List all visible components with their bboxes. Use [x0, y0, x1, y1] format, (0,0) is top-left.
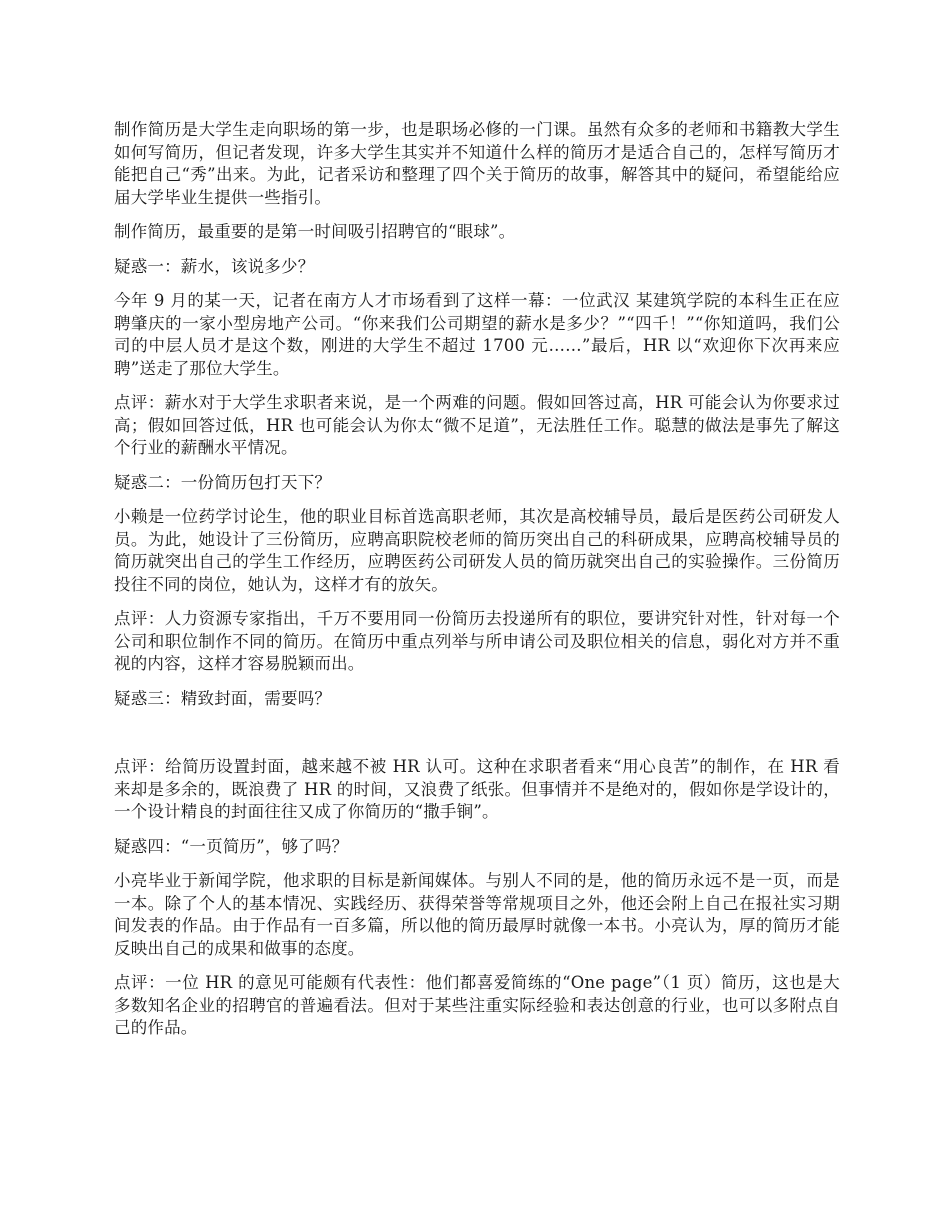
- blank-gap: [114, 722, 840, 756]
- question-heading-4: 疑惑四：“一页简历”，够了吗？: [114, 836, 349, 856]
- intro-summary: 制作简历，最重要的是第一时间吸引招聘官的“眼球”。: [114, 222, 516, 241]
- comment-paragraph-1: 点评：薪水对于大学生求职者来说，是一个两难的问题。假如回答过高，HR 可能会认为你要求过高；假如回答过低，HR 也可能会认为你太“微不足道”，无法胜任工作。聪慧的做法是事先了解这个行业的薪酬水平情况。: [114, 393, 840, 457]
- question-heading-1: 疑惑一：薪水，该说多少？: [114, 256, 315, 276]
- question-heading-3: 疑惑三：精致封面，需要吗？: [114, 688, 332, 708]
- intro-paragraph: 制作简历是大学生走向职场的第一步，也是职场必修的一门课。虽然有众多的老师和书籍教大学生如何写简历，但记者发现，许多大学生其实并不知道什么样的简历才是适合自己的，怎样写简历才能把自己“秀”出来。为此，记者采访和整理了四个关于简历的故事，解答其中的疑问，希望能给应届大学毕业生提供一些指引。: [114, 120, 840, 207]
- comment-paragraph-2: 点评：人力资源专家指出，千万不要用同一份简历去投递所有的职位，要讲究针对性，针对每一个公司和职位制作不同的简历。在简历中重点列举与所申请公司及职位相关的信息，弱化对方并不重视的内容，这样才容易脱颖而出。: [114, 609, 840, 673]
- story-paragraph-4: 小亮毕业于新闻学院，他求职的目标是新闻媒体。与别人不同的是，他的简历永远不是一页，而是一本。除了个人的基本情况、实践经历、获得荣誉等常规项目之外，他还会附上自己在报社实习期间发表的作品。由于作品有一百多篇，所以他的简历最厚时就像一本书。小亮认为，厚的简历才能反映出自己的成果和做事的态度。: [114, 871, 840, 958]
- story-paragraph-2: 小赖是一位药学讨论生，他的职业目标首选高职老师，其次是高校辅导员，最后是医药公司研发人员。为此，她设计了三份简历，应聘高职院校老师的简历突出自己的科研成果，应聘高校辅导员的简历就突出自己的学生工作经历，应聘医药公司研发人员的简历就突出自己的实验操作。三份简历投往不同的岗位，她认为，这样才有的放矢。: [114, 507, 840, 594]
- question-heading-2: 疑惑二：一份简历包打天下？: [114, 472, 332, 492]
- comment-paragraph-3: 点评：给简历设置封面，越来越不被 HR 认可。这种在求职者看来“用心良苦”的制作，在 HR 看来却是多余的，既浪费了 HR 的时间，又浪费了纸张。但事情并不是绝对的，假如你是学设计的，一个设计精良的封面往往又成了你简历的“撒手锏”。: [114, 757, 840, 821]
- document-page: [114, 119, 840, 1052]
- comment-paragraph-4: 点评：一位 HR 的意见可能颇有代表性：他们都喜爱简练的“One page”（1 页）简历，这也是大多数知名企业的招聘官的普遍看法。但对于某些注重实际经验和表达创意的行业，也可以多附点自己的作品。: [114, 973, 840, 1037]
- story-paragraph-1: 今年 9 月的某一天，记者在南方人才市场看到了这样一幕：一位武汉 某建筑学院的本科生正在应聘肇庆的一家小型房地产公司。“你来我们公司期望的薪水是多少？”“四千！”“你知道吗，我们公司的中层人员才是这个数，刚进的大学生不超过 1700 元……”最后，HR 以“欢迎你下次再来应聘”送走了那位大学生。: [114, 291, 840, 378]
